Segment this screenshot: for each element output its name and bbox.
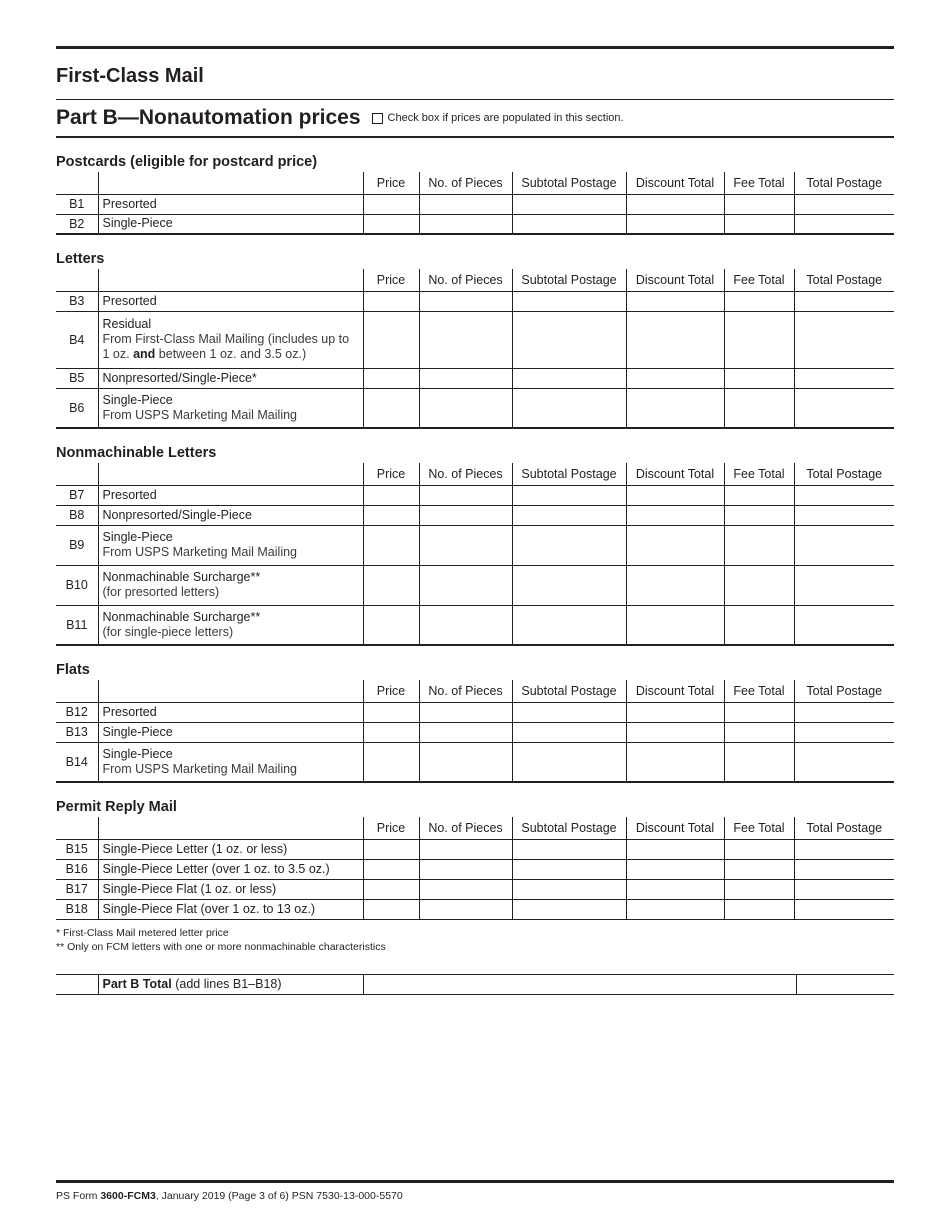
column-header-subtotal-postage: Subtotal Postage — [512, 172, 626, 194]
price-input[interactable] — [363, 311, 419, 368]
no-of-pieces-input[interactable] — [419, 291, 512, 311]
line-id: B2 — [56, 214, 98, 234]
discount-total-input[interactable] — [626, 505, 724, 525]
fee-total-input[interactable] — [724, 485, 794, 505]
table-row — [56, 291, 894, 311]
price-input[interactable] — [363, 214, 419, 234]
column-header-price: Price — [363, 680, 419, 702]
line-sublabel: From USPS Marketing Mail Mailing — [102, 407, 297, 422]
form-footer — [56, 1190, 403, 1202]
no-of-pieces-input[interactable] — [419, 879, 512, 899]
sublabel-emphasis: and — [133, 347, 156, 361]
price-input[interactable] — [363, 388, 419, 428]
discount-total-input[interactable] — [626, 311, 724, 368]
line-id: B6 — [56, 388, 98, 428]
line-description — [98, 859, 363, 879]
section-title: Postcards (eligible for postcard price) — [56, 154, 318, 170]
no-of-pieces-input[interactable] — [419, 368, 512, 388]
price-input[interactable] — [363, 605, 419, 645]
discount-total-input[interactable] — [626, 368, 724, 388]
fee-total-input[interactable] — [724, 742, 794, 782]
discount-total-input[interactable] — [626, 742, 724, 782]
fee-total-input[interactable] — [724, 702, 794, 722]
no-of-pieces-input[interactable] — [419, 605, 512, 645]
column-header-row — [56, 269, 894, 291]
footnotes — [56, 926, 894, 954]
total-postage-input[interactable] — [794, 505, 894, 525]
fee-total-input[interactable] — [724, 291, 794, 311]
subtotal-postage-input[interactable] — [512, 702, 626, 722]
price-table — [56, 463, 894, 646]
section-title: Nonmachinable Letters — [56, 445, 217, 461]
total-postage-input[interactable] — [794, 194, 894, 214]
total-label-rest: (add lines B1–B18) — [171, 977, 282, 991]
total-postage-input[interactable] — [794, 291, 894, 311]
column-header-no-of-pieces: No. of Pieces — [419, 817, 512, 839]
line-description — [98, 742, 363, 782]
line-label: Single-Piece — [102, 530, 173, 544]
total-postage-input[interactable] — [794, 859, 894, 879]
no-of-pieces-input[interactable] — [419, 194, 512, 214]
column-header-price: Price — [363, 269, 419, 291]
no-of-pieces-input[interactable] — [419, 722, 512, 742]
section-title: Permit Reply Mail — [56, 799, 177, 815]
price-input[interactable] — [363, 368, 419, 388]
line-id: B14 — [56, 742, 98, 782]
discount-total-input[interactable] — [626, 485, 724, 505]
part-title: Part B—Nonautomation prices — [56, 106, 361, 129]
total-label — [98, 974, 363, 994]
total-postage-input[interactable] — [794, 368, 894, 388]
fee-total-input[interactable] — [724, 505, 794, 525]
footer-pre: PS Form — [56, 1190, 101, 1202]
line-id: B15 — [56, 839, 98, 859]
total-postage-input[interactable] — [794, 565, 894, 605]
total-label-bold: Part B Total — [102, 977, 172, 991]
no-of-pieces-input[interactable] — [419, 839, 512, 859]
fee-total-input[interactable] — [724, 565, 794, 605]
line-label: Single-Piece Letter (1 oz. or less) — [102, 841, 288, 856]
line-id: B18 — [56, 899, 98, 919]
line-description — [98, 388, 363, 428]
price-input[interactable] — [363, 899, 419, 919]
price-input[interactable] — [363, 722, 419, 742]
part-b-total-table — [56, 974, 894, 995]
column-header-total-postage: Total Postage — [794, 817, 894, 839]
subtotal-postage-input[interactable] — [512, 214, 626, 234]
no-of-pieces-input[interactable] — [419, 859, 512, 879]
line-description — [98, 505, 363, 525]
footer-post: , January 2019 (Page 3 of 6) PSN 7530-13-000-5570 — [155, 1190, 403, 1202]
fee-total-input[interactable] — [724, 605, 794, 645]
price-input[interactable] — [363, 485, 419, 505]
line-description — [98, 702, 363, 722]
line-id: B16 — [56, 859, 98, 879]
line-id: B11 — [56, 605, 98, 645]
price-input[interactable] — [363, 525, 419, 565]
price-table — [56, 680, 894, 783]
price-input[interactable] — [363, 859, 419, 879]
sublabel-part: between 1 oz. and 3.5 oz.) — [155, 347, 307, 361]
line-label: Presorted — [102, 293, 157, 308]
column-header-total-postage: Total Postage — [794, 463, 894, 485]
subtotal-postage-input[interactable] — [512, 839, 626, 859]
section — [56, 249, 894, 429]
no-of-pieces-input[interactable] — [419, 525, 512, 565]
total-blank-cell — [363, 974, 796, 994]
column-header-price: Price — [363, 172, 419, 194]
line-description — [98, 291, 363, 311]
price-input[interactable] — [363, 291, 419, 311]
discount-total-input[interactable] — [626, 605, 724, 645]
column-header-row — [56, 463, 894, 485]
total-postage-input[interactable] — [794, 742, 894, 782]
total-postage-input[interactable] — [794, 388, 894, 428]
subtotal-postage-input[interactable] — [512, 194, 626, 214]
subtotal-postage-input[interactable] — [512, 565, 626, 605]
total-postage-input[interactable] — [794, 899, 894, 919]
prices-populated-checkbox[interactable] — [372, 113, 383, 124]
total-postage-input[interactable] — [794, 525, 894, 565]
price-input[interactable] — [363, 702, 419, 722]
column-header-subtotal-postage: Subtotal Postage — [512, 680, 626, 702]
price-input[interactable] — [363, 879, 419, 899]
column-header-row — [56, 817, 894, 839]
subtotal-postage-input[interactable] — [512, 485, 626, 505]
part-check-label: Check box if prices are populated in this section. — [387, 112, 624, 124]
line-label: Nonmachinable Surcharge** — [102, 609, 261, 624]
line-sublabel: From USPS Marketing Mail Mailing — [102, 545, 297, 559]
header-blank-cell — [56, 680, 98, 702]
discount-total-input[interactable] — [626, 839, 724, 859]
sublabel-part: From First-Class Mail Mailing (includes up to 1 oz. — [102, 332, 350, 361]
line-description — [98, 722, 363, 742]
column-header-no-of-pieces: No. of Pieces — [419, 269, 512, 291]
price-input[interactable] — [363, 194, 419, 214]
discount-total-input[interactable] — [626, 214, 724, 234]
column-header-discount-total: Discount Total — [626, 680, 724, 702]
discount-total-input[interactable] — [626, 702, 724, 722]
line-label: Residual — [102, 317, 152, 331]
fee-total-input[interactable] — [724, 214, 794, 234]
total-postage-input[interactable] — [794, 879, 894, 899]
column-header-subtotal-postage: Subtotal Postage — [512, 817, 626, 839]
line-label: Single-Piece — [102, 216, 173, 231]
table-row — [56, 565, 894, 605]
header-blank-cell — [98, 172, 363, 194]
no-of-pieces-input[interactable] — [419, 311, 512, 368]
column-header-price: Price — [363, 817, 419, 839]
price-table — [56, 269, 894, 429]
table-row — [56, 485, 894, 505]
footer-rule — [56, 1180, 894, 1183]
fee-total-input[interactable] — [724, 525, 794, 565]
column-header-discount-total: Discount Total — [626, 172, 724, 194]
subtotal-postage-input[interactable] — [512, 722, 626, 742]
fee-total-input[interactable] — [724, 859, 794, 879]
column-header-no-of-pieces: No. of Pieces — [419, 172, 512, 194]
form-page — [56, 46, 894, 995]
line-id: B1 — [56, 194, 98, 214]
price-table — [56, 817, 894, 920]
line-id: B10 — [56, 565, 98, 605]
total-postage-input[interactable] — [794, 214, 894, 234]
line-label: Single-Piece — [102, 724, 173, 739]
no-of-pieces-input[interactable] — [419, 485, 512, 505]
line-description — [98, 485, 363, 505]
column-header-fee-total: Fee Total — [724, 463, 794, 485]
part-b-total-input[interactable] — [796, 974, 894, 994]
discount-total-input[interactable] — [626, 525, 724, 565]
line-description — [98, 605, 363, 645]
no-of-pieces-input[interactable] — [419, 214, 512, 234]
line-label: Single-Piece — [102, 392, 173, 407]
fee-total-input[interactable] — [724, 879, 794, 899]
table-row — [56, 722, 894, 742]
line-id: B5 — [56, 368, 98, 388]
column-header-discount-total: Discount Total — [626, 463, 724, 485]
table-row — [56, 311, 894, 368]
footnote: ** Only on FCM letters with one or more nonmachinable characteristics — [56, 940, 386, 953]
discount-total-input[interactable] — [626, 859, 724, 879]
section-title: Flats — [56, 662, 90, 678]
line-description — [98, 839, 363, 859]
subtotal-postage-input[interactable] — [512, 742, 626, 782]
line-description — [98, 879, 363, 899]
line-label: Nonpresorted/Single-Piece — [102, 507, 252, 522]
table-row — [56, 839, 894, 859]
discount-total-input[interactable] — [626, 565, 724, 605]
price-table — [56, 172, 894, 235]
table-row — [56, 702, 894, 722]
line-label: Single-Piece — [102, 746, 173, 761]
line-id: B12 — [56, 702, 98, 722]
header-blank-cell — [98, 269, 363, 291]
no-of-pieces-input[interactable] — [419, 702, 512, 722]
header-blank-cell — [56, 172, 98, 194]
price-input[interactable] — [363, 839, 419, 859]
subtotal-postage-input[interactable] — [512, 899, 626, 919]
column-header-fee-total: Fee Total — [724, 817, 794, 839]
line-id: B4 — [56, 311, 98, 368]
column-header-no-of-pieces: No. of Pieces — [419, 463, 512, 485]
line-sublabel: (for single-piece letters) — [102, 624, 234, 639]
line-description — [98, 899, 363, 919]
column-header-no-of-pieces: No. of Pieces — [419, 680, 512, 702]
column-header-subtotal-postage: Subtotal Postage — [512, 463, 626, 485]
header-blank-cell — [56, 269, 98, 291]
no-of-pieces-input[interactable] — [419, 505, 512, 525]
subtotal-postage-input[interactable] — [512, 879, 626, 899]
column-header-discount-total: Discount Total — [626, 269, 724, 291]
part-divider — [56, 136, 894, 138]
table-row — [56, 859, 894, 879]
fee-total-input[interactable] — [724, 388, 794, 428]
part-b-total-row — [56, 974, 894, 994]
total-postage-input[interactable] — [794, 839, 894, 859]
total-postage-input[interactable] — [794, 605, 894, 645]
table-row — [56, 879, 894, 899]
header-blank-cell — [98, 680, 363, 702]
total-postage-input[interactable] — [794, 722, 894, 742]
subtotal-postage-input[interactable] — [512, 525, 626, 565]
line-id: B17 — [56, 879, 98, 899]
section — [56, 660, 894, 783]
column-header-fee-total: Fee Total — [724, 172, 794, 194]
footnote: * First-Class Mail metered letter price — [56, 926, 229, 939]
column-header-subtotal-postage: Subtotal Postage — [512, 269, 626, 291]
line-label: Single-Piece Flat (1 oz. or less) — [102, 881, 277, 896]
table-row — [56, 388, 894, 428]
line-id: B13 — [56, 722, 98, 742]
line-description — [98, 525, 363, 565]
subtotal-postage-input[interactable] — [512, 368, 626, 388]
price-input[interactable] — [363, 742, 419, 782]
column-header-total-postage: Total Postage — [794, 680, 894, 702]
line-label: Presorted — [102, 704, 157, 719]
line-id: B3 — [56, 291, 98, 311]
discount-total-input[interactable] — [626, 291, 724, 311]
sections-container — [56, 152, 894, 920]
column-header-price: Price — [363, 463, 419, 485]
line-label: Single-Piece Letter (over 1 oz. to 3.5 oz.) — [102, 861, 330, 876]
column-header-fee-total: Fee Total — [724, 680, 794, 702]
subtotal-postage-input[interactable] — [512, 505, 626, 525]
table-row — [56, 899, 894, 919]
column-header-total-postage: Total Postage — [794, 269, 894, 291]
line-sublabel — [103, 332, 359, 362]
header-blank-cell — [56, 463, 98, 485]
line-description — [98, 194, 363, 214]
form-title: First-Class Mail — [56, 65, 204, 87]
section — [56, 152, 894, 235]
table-row — [56, 505, 894, 525]
no-of-pieces-input[interactable] — [419, 742, 512, 782]
total-id-cell — [56, 974, 98, 994]
fee-total-input[interactable] — [724, 839, 794, 859]
total-postage-input[interactable] — [794, 485, 894, 505]
subtotal-postage-input[interactable] — [512, 291, 626, 311]
line-id: B7 — [56, 485, 98, 505]
fee-total-input[interactable] — [724, 722, 794, 742]
line-sublabel: (for presorted letters) — [102, 585, 220, 599]
line-label: Presorted — [102, 487, 157, 502]
discount-total-input[interactable] — [626, 194, 724, 214]
table-row — [56, 368, 894, 388]
column-header-discount-total: Discount Total — [626, 817, 724, 839]
discount-total-input[interactable] — [626, 899, 724, 919]
price-input[interactable] — [363, 565, 419, 605]
table-row — [56, 214, 894, 234]
line-id: B8 — [56, 505, 98, 525]
no-of-pieces-input[interactable] — [419, 565, 512, 605]
line-label: Single-Piece Flat (over 1 oz. to 13 oz.) — [102, 901, 316, 916]
table-row — [56, 605, 894, 645]
price-input[interactable] — [363, 505, 419, 525]
no-of-pieces-input[interactable] — [419, 899, 512, 919]
discount-total-input[interactable] — [626, 879, 724, 899]
subtotal-postage-input[interactable] — [512, 311, 626, 368]
section-title: Letters — [56, 251, 105, 267]
total-postage-input[interactable] — [794, 702, 894, 722]
fee-total-input[interactable] — [724, 194, 794, 214]
discount-total-input[interactable] — [626, 722, 724, 742]
column-header-fee-total: Fee Total — [724, 269, 794, 291]
part-check — [372, 112, 624, 124]
column-header-row — [56, 680, 894, 702]
header-blank-cell — [98, 463, 363, 485]
fee-total-input[interactable] — [724, 899, 794, 919]
fee-total-input[interactable] — [724, 368, 794, 388]
line-description — [98, 214, 363, 234]
column-header-total-postage: Total Postage — [794, 172, 894, 194]
footer-form-number: 3600-FCM3 — [100, 1190, 156, 1202]
line-id: B9 — [56, 525, 98, 565]
section — [56, 443, 894, 646]
part-header — [56, 100, 894, 136]
line-description — [98, 565, 363, 605]
subtotal-postage-input[interactable] — [512, 859, 626, 879]
line-description — [98, 311, 363, 368]
no-of-pieces-input[interactable] — [419, 388, 512, 428]
fee-total-input[interactable] — [724, 311, 794, 368]
table-row — [56, 194, 894, 214]
line-label: Nonpresorted/Single-Piece* — [102, 370, 257, 385]
table-row — [56, 742, 894, 782]
table-row — [56, 525, 894, 565]
header-blank-cell — [56, 817, 98, 839]
subtotal-postage-input[interactable] — [512, 605, 626, 645]
column-header-row — [56, 172, 894, 194]
top-rule — [56, 46, 894, 49]
total-postage-input[interactable] — [794, 311, 894, 368]
line-label: Presorted — [102, 196, 157, 211]
line-label: Nonmachinable Surcharge** — [102, 570, 261, 584]
section — [56, 797, 894, 920]
line-description — [98, 368, 363, 388]
subtotal-postage-input[interactable] — [512, 388, 626, 428]
line-sublabel: From USPS Marketing Mail Mailing — [102, 761, 297, 776]
header-blank-cell — [98, 817, 363, 839]
discount-total-input[interactable] — [626, 388, 724, 428]
